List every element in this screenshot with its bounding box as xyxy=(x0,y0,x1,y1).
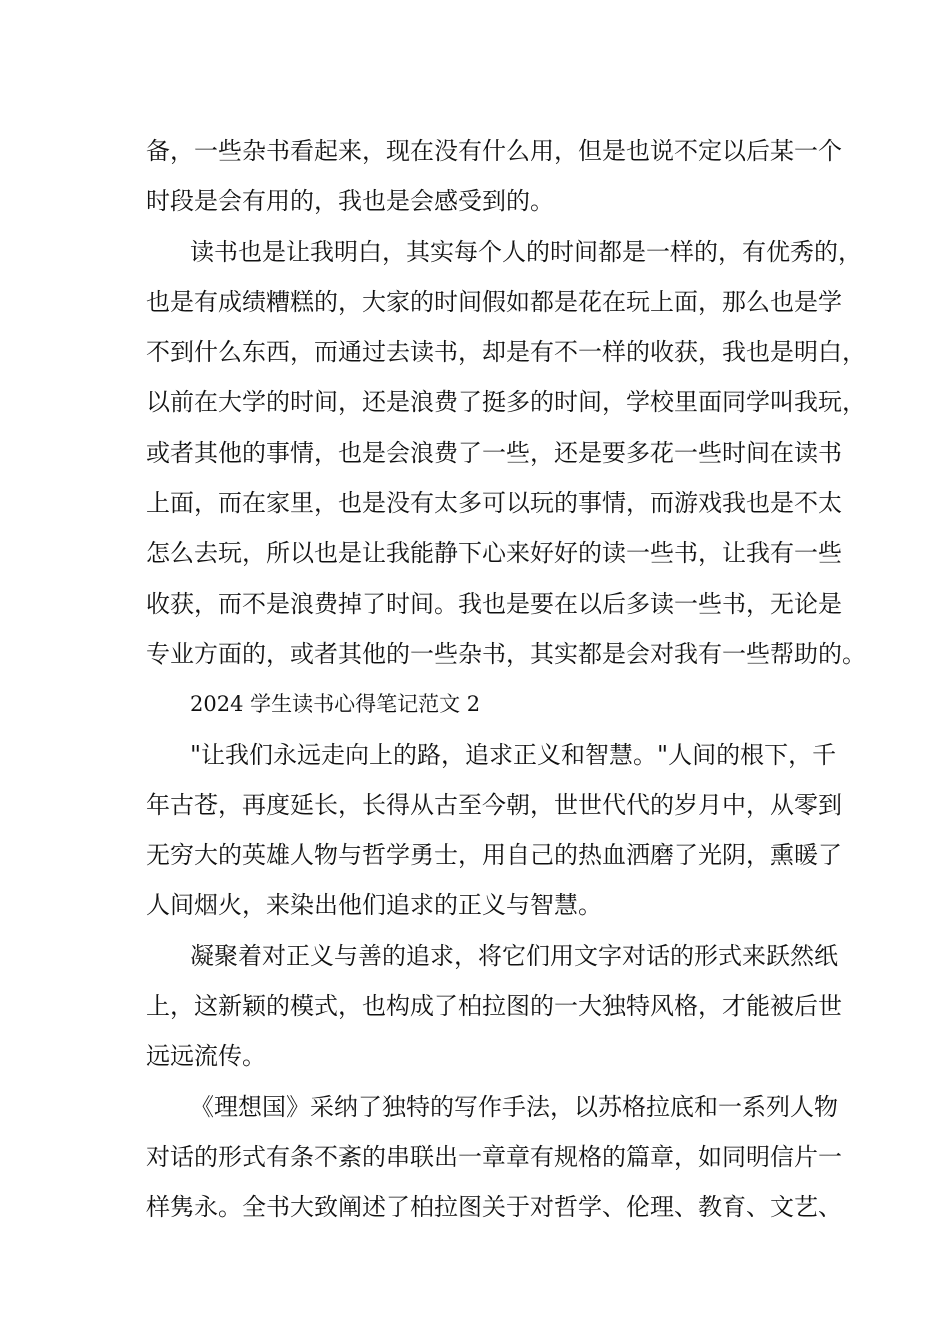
text-line: 备，一些杂书看起来，现在没有什么用，但是也说不定以后某一个 xyxy=(146,137,842,165)
text-line: 以前在大学的时间，还是浪费了挺多的时间，学校里面同学叫我玩， xyxy=(146,388,866,417)
text-line: 不到什么东西，而通过去读书，却是有不一样的收获，我也是明白， xyxy=(146,338,866,367)
text-line: 远远流传。 xyxy=(146,1042,266,1071)
text-line: 人间烟火，来染出他们追求的正义与智慧。 xyxy=(146,891,602,920)
text-line: 《理想国》采纳了独特的写作手法，以苏格拉底和一系列人物 xyxy=(190,1092,838,1121)
text-line: 收获，而不是浪费掉了时间。我也是要在以后多读一些书，无论是 xyxy=(146,589,842,618)
text-line: 对话的形式有条不紊的串联出一章章有规格的篇章，如同明信片一 xyxy=(146,1142,842,1171)
text-line: "让我们永远走向上的路，追求正义和智慧。"人间的根下，千 xyxy=(190,740,837,769)
text-line: 年古苍，再度延长，长得从古至今朝，世世代代的岁月中，从零到 xyxy=(146,790,842,819)
text-line: 专业方面的，或者其他的一些杂书，其实都是会对我有一些帮助的。 xyxy=(146,639,866,668)
text-line: 无穷大的英雄人物与哲学勇士，用自己的热血洒磨了光阴，熏暖了 xyxy=(146,841,842,870)
text-line: 也是有成绩糟糕的，大家的时间假如都是花在玩上面，那么也是学 xyxy=(146,287,842,316)
text-line: 凝聚着对正义与善的追求，将它们用文字对话的形式来跃然纸 xyxy=(190,941,838,970)
text-line: 或者其他的事情，也是会浪费了一些，还是要多花一些时间在读书 xyxy=(146,438,842,467)
body-text xyxy=(146,126,866,1233)
text-line: 上面，而在家里，也是没有太多可以玩的事情，而游戏我也是不太 xyxy=(146,489,842,518)
section-heading: 2024 学生读书心得笔记范文 2 xyxy=(190,692,481,717)
text-line: 上，这新颖的模式，也构成了柏拉图的一大独特风格，才能被后世 xyxy=(146,992,842,1021)
text-line: 读书也是让我明白，其实每个人的时间都是一样的，有优秀的， xyxy=(190,237,862,266)
text-line: 怎么去玩，所以也是让我能静下心来好好的读一些书，让我有一些 xyxy=(146,539,842,568)
text-line: 样隽永。全书大致阐述了柏拉图关于对哲学、伦理、教育、文艺、 xyxy=(146,1193,842,1222)
text-line: 时段是会有用的，我也是会感受到的。 xyxy=(146,187,554,216)
